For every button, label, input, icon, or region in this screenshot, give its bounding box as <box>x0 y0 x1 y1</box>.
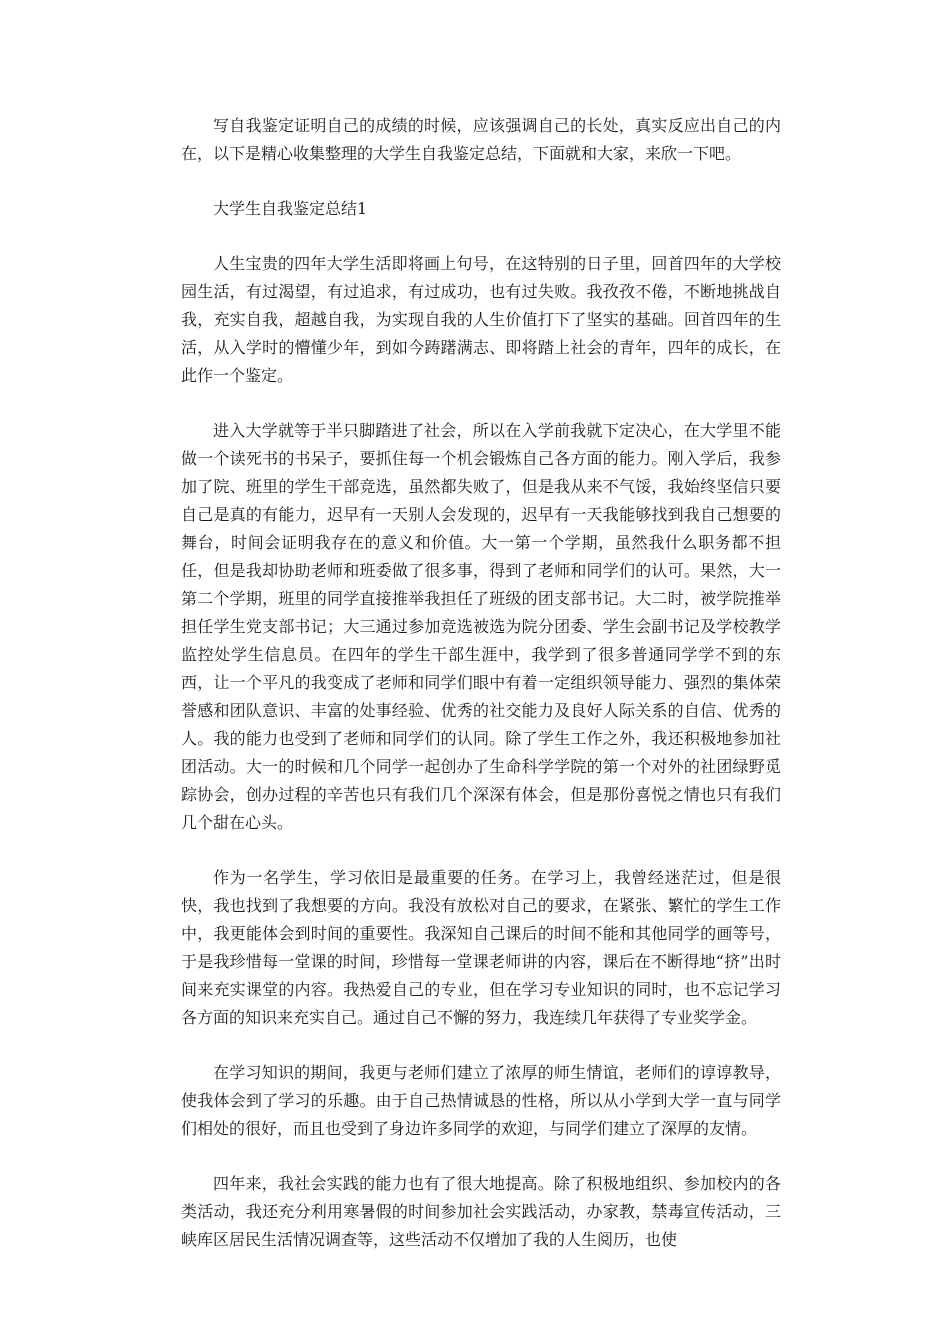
body-paragraph: 在学习知识的期间，我更与老师们建立了浓厚的师生情谊，老师们的谆谆教导，使我体会到了学习的乐趣。由于自己热情诚恳的性格，所以从小学到大学一直与同学们相处的很好，而且也受到了身边许多同学的欢迎，与同学们建立了深厚的友情。 <box>181 1063 781 1138</box>
section-heading: 大学生自我鉴定总结1 <box>213 199 368 218</box>
body-paragraph: 人生宝贵的四年大学生活即将画上句号，在这特别的日子里，回首四年的大学校园生活，有过渴望，有过追求，有过成功，也有过失败。我孜孜不倦，不断地挑战自我，充实自我，超越自我，为实现自我的人生价值打下了坚实的基础。回首四年的生活，从入学时的懵懂少年，到如今踌躇满志、即将踏上社会的青年，四年的成长，在此作一个鉴定。 <box>181 254 781 385</box>
intro-paragraph: 写自我鉴定证明自己的成绩的时候，应该强调自己的长处，真实反应出自己的内在，以下是精心收集整理的大学生自我鉴定总结，下面就和大家，来欣一下吧。 <box>181 116 781 163</box>
document-body <box>181 112 781 1281</box>
body-paragraph: 作为一名学生，学习依旧是最重要的任务。在学习上，我曾经迷茫过，但是很快，我也找到了我想要的方向。我没有放松对自己的要求，在紧张、繁忙的学生工作中，我更能体会到时间的重要性。我深知自己课后的时间不能和其他同学的画等号，于是我珍惜每一堂课的时间，珍惜每一堂课老师讲的内容，课后在不断得地“挤”出时间来充实课堂的内容。我热爱自己的专业，但在学习专业知识的同时，也不忘记学习各方面的知识来充实自己。通过自己不懈的努力，我连续几年获得了专业奖学金。 <box>181 868 781 1027</box>
body-paragraph: 进入大学就等于半只脚踏进了社会，所以在入学前我就下定决心，在大学里不能做一个读死书的书呆子，要抓住每一个机会锻炼自己各方面的能力。刚入学后，我参加了院、班里的学生干部竞选，虽然都失败了，但是我从来不气馁，我始终坚信只要自己是真的有能力，迟早有一天别人会发现的，迟早有一天我能够找到我自己想要的舞台，时间会证明我存在的意义和价值。大一第一个学期，虽然我什么职务都不担任，但是我却协助老师和班委做了很多事，得到了老师和同学们的认可。果然，大一第二个学期，班里的同学直接推举我担任了班级的团支部书记。大二时，被学院推举担任学生党支部书记；大三通过参加竞选被选为院分团委、学生会副书记及学校教学监控处学生信息员。在四年的学生干部生涯中，我学到了很多普通同学学不到的东西，让一个平凡的我变成了老师和同学们眼中有着一定组织领导能力、强烈的集体荣誉感和团队意识、丰富的处事经验、优秀的社交能力及良好人际关系的自信、优秀的人。我的能力也受到了老师和同学们的认同。除了学生工作之外，我还积极地参加社团活动。大一的时候和几个同学一起创办了生命科学学院的第一个对外的社团绿野觅踪协会，创办过程的辛苦也只有我们几个深深有体会，但是那份喜悦之情也只有我们几个甜在心头。 <box>181 421 781 832</box>
body-paragraph: 四年来，我社会实践的能力也有了很大地提高。除了积极地组织、参加校内的各类活动，我还充分利用寒暑假的时间参加社会实践活动，办家教，禁毒宣传活动，三峡库区居民生活情况调查等，这些活动不仅增加了我的人生阅历，也使 <box>181 1174 781 1249</box>
